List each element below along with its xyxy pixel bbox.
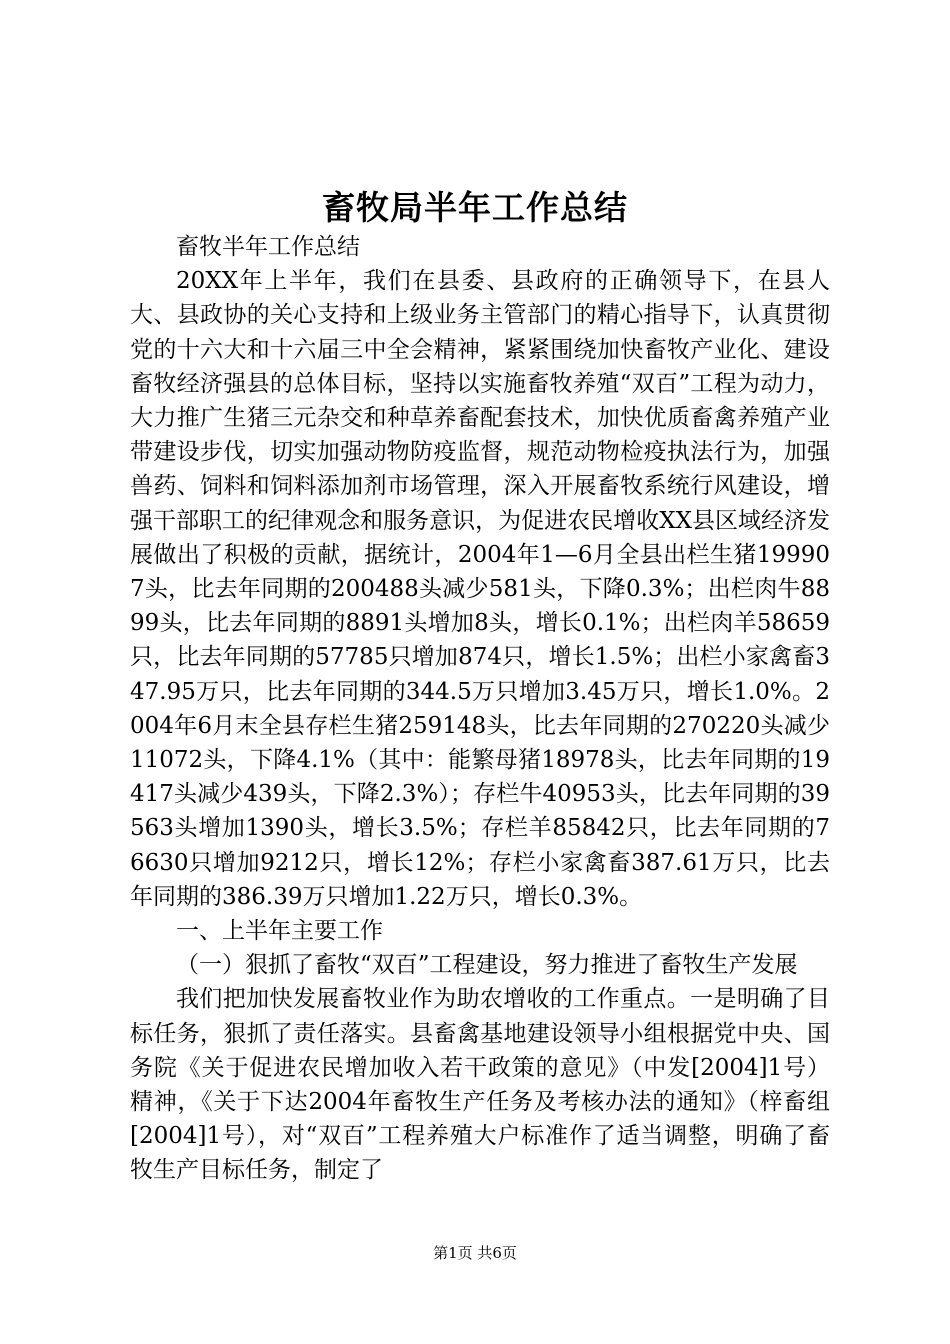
summary-paragraph: 20XX年上半年，我们在县委、县政府的正确领导下，在县人大、县政协的关心支持和上级业务主管部门的精心指导下，认真贯彻党的十六大和十六届三中全会精神，紧紧围绕加快畜牧产业化、建设畜牧经济强县的总体目标，坚持以实施畜牧养殖“双百”工程为动力，大力推广生猪三元杂交和种草养畜配套技术，加快优质畜禽养殖产业带建设步伐，切实加强动物防疫监督，规范动物检疫执法行为，加强兽药、饲料和饲料添加剂市场管理，深入开展畜牧系统行风建设，增强干部职工的纪律观念和服务意识，为促进农民增收XX县区域经济发展做出了积极的贡献，据统计，2004年1—6月全县出栏生猪199907头，比去年同期的200488头减少581头，下降0.3%；出栏肉牛8899头，比去年同期的8891头增加8头，增长0.1%；出栏肉羊58659只，比去年同期的57785只增加874只，增长1.5%；出栏小家禽畜347.95万只，比去年同期的344.5万只增加3.45万只，增长1.0%。2004年6月末全县存栏生猪259148头，比去年同期的270220头减少11072头，下降4.1%（其中：能繁母猪18978头，比去年同期的19417头减少439头，下降2.3%）；存栏牛40953头，比去年同期的39563头增加1390头，增长3.5%；存栏羊85842只，比去年同期的76630只增加9212只，增长12%；存栏小家禽畜387.61万只，比去年同期的386.39万只增加1.22万只，增长0.3%。 bbox=[130, 268, 830, 910]
document-body bbox=[130, 230, 830, 1188]
subsection-heading: （一）狠抓了畜牧“双百”工程建设，努力推进了畜牧生产发展 bbox=[176, 952, 798, 979]
body-paragraph: 我们把加快发展畜牧业作为助农增收的工作重点。一是明确了目标任务，狠抓了责任落实。县畜禽基地建设领导小组根据党中央、国务院《关于促进农民增加收入若干政策的意见》（中发[2004]1号）精神，《关于下达2004年畜牧生产任务及考核办法的通知》（梓畜组[2004]1号），对“双百”工程养殖大户标准作了适当调整，明确了畜牧生产目标任务，制定了 bbox=[130, 986, 830, 1184]
page-footer: 第1页 共6页 bbox=[433, 1244, 517, 1262]
section-heading: 一、上半年主要工作 bbox=[176, 918, 383, 945]
subtitle-paragraph: 畜牧半年工作总结 bbox=[176, 234, 360, 260]
document-title: 畜牧局半年工作总结 bbox=[322, 188, 628, 227]
